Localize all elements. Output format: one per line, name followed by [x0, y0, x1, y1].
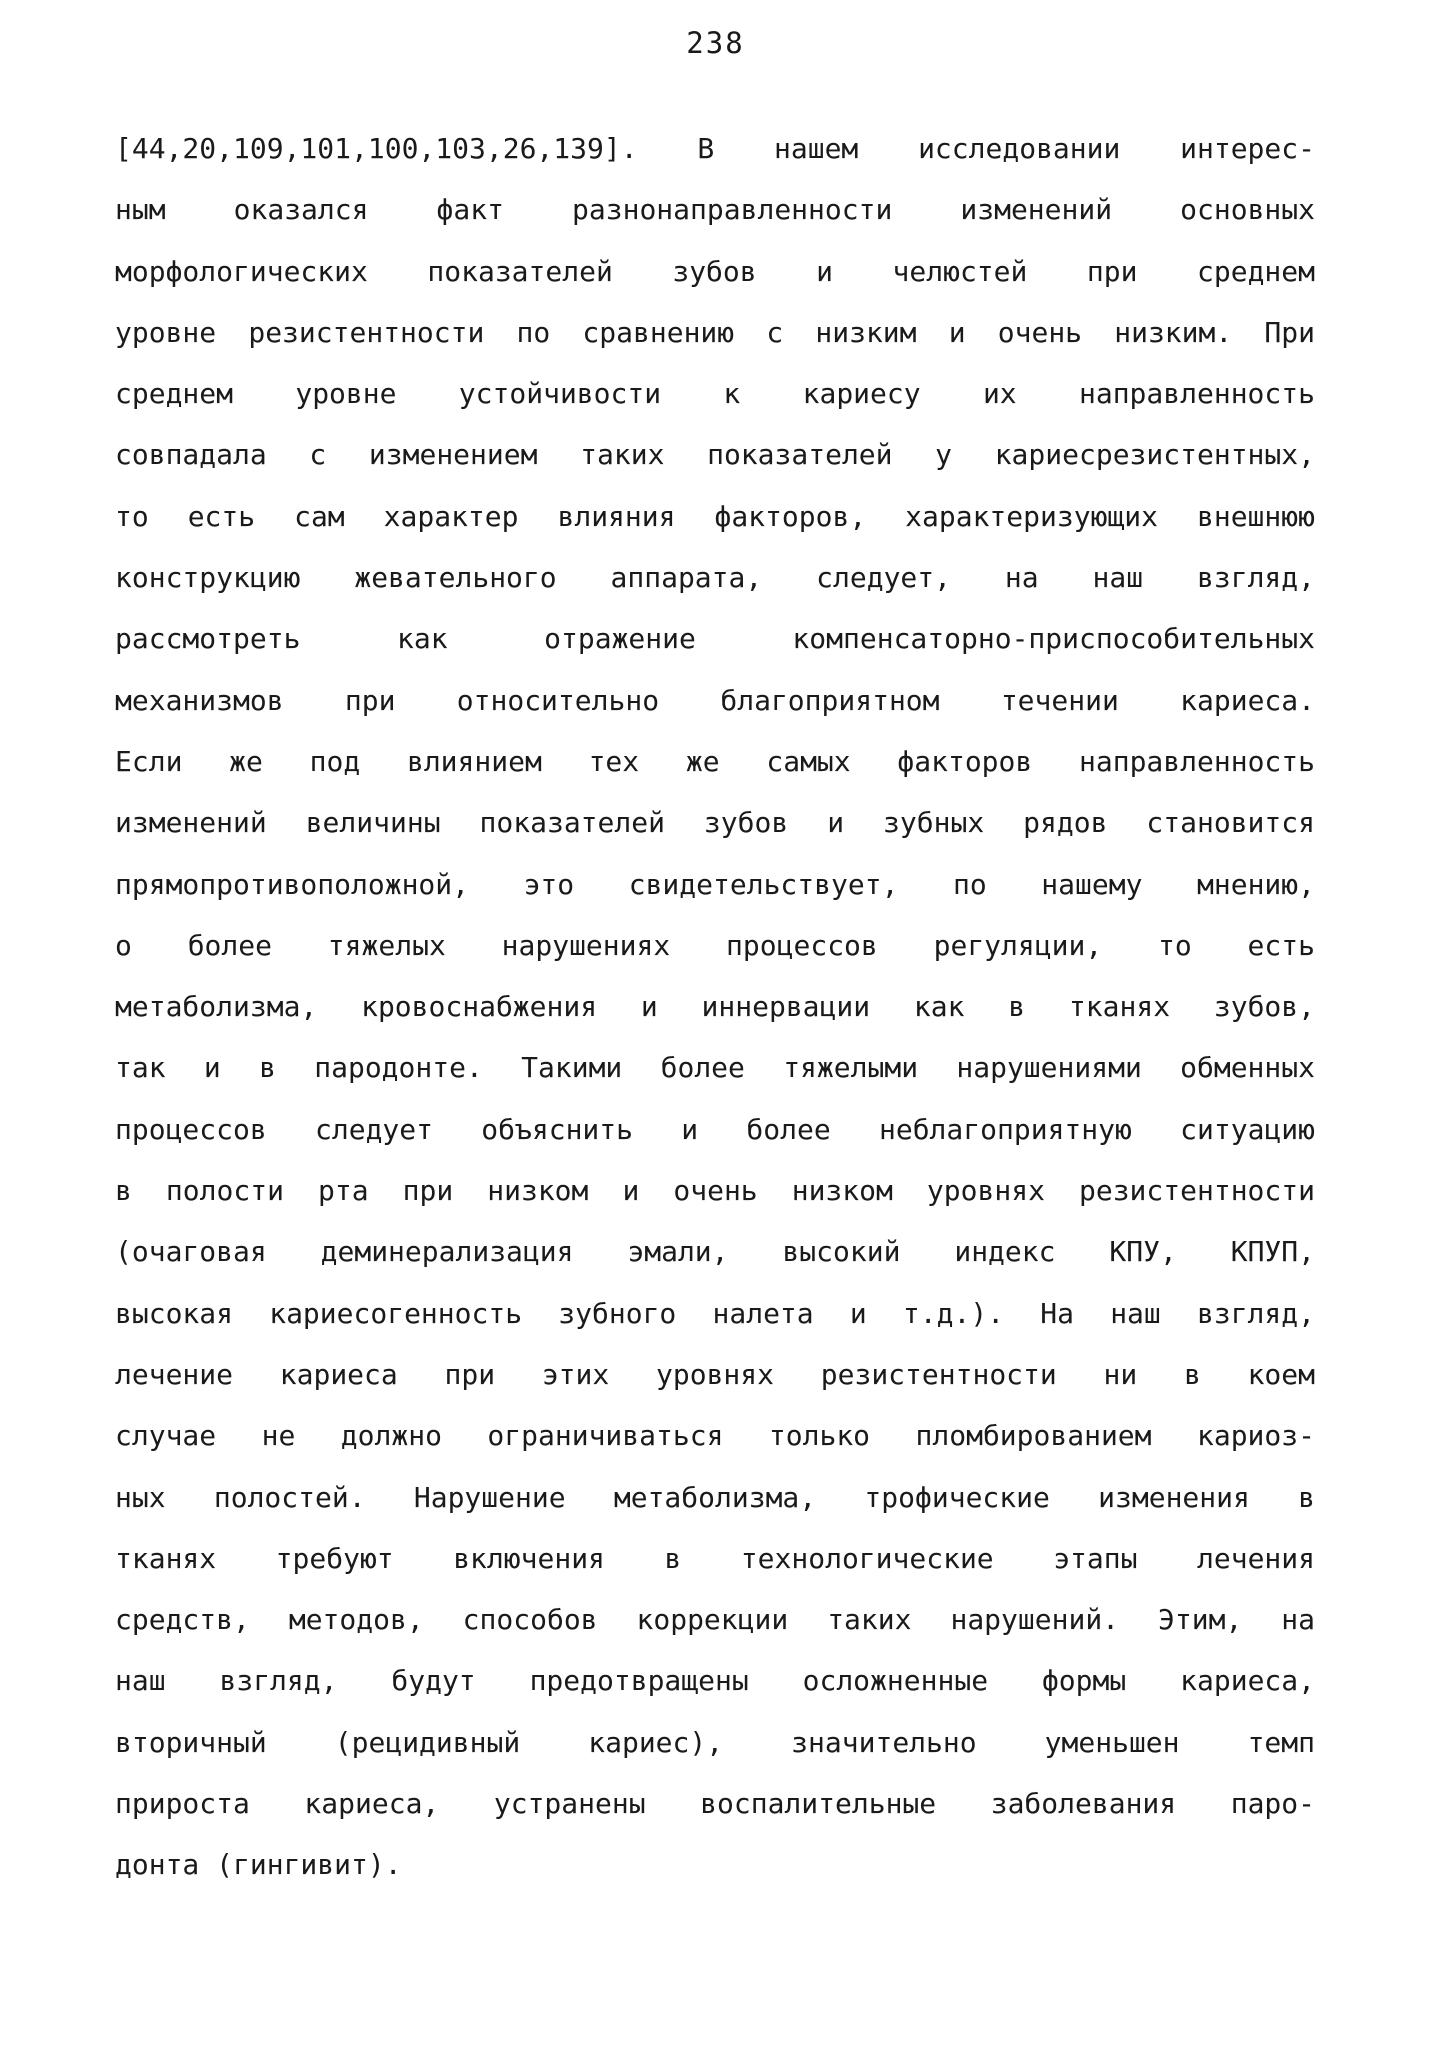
text-line: морфологических показателей зубов и челюстей при среднем — [115, 254, 1315, 288]
text-line: случае не должно ограничиваться только пломбированием кариоз- — [115, 1419, 1315, 1453]
text-line: метаболизма, кровоснабжения и иннервации как в тканях зубов, — [115, 990, 1315, 1024]
text-line: о более тяжелых нарушениях процессов регуляции, то есть — [115, 928, 1315, 962]
text-line: средств, методов, способов коррекции таких нарушений. Этим, на — [115, 1603, 1315, 1637]
text-line: высокая кариесогенность зубного налета и т.д.). На наш взгляд, — [115, 1296, 1315, 1330]
text-line: вторичный (рецидивный кариес), значительно уменьшен темп — [115, 1725, 1315, 1759]
body-text — [115, 118, 1315, 1896]
text-line: прироста кариеса, устранены воспалительные заболевания паро- — [115, 1787, 1315, 1821]
text-line: ным оказался факт разнонаправленности изменений основных — [115, 193, 1315, 227]
text-line: механизмов при относительно благоприятном течении кариеса. — [115, 683, 1315, 717]
text-line: [44,20,109,101,100,103,26,139]. В нашем исследовании интерес- — [115, 132, 1315, 165]
text-line: в полости рта при низком и очень низком уровнях резистентности — [115, 1174, 1315, 1208]
text-line: изменений величины показателей зубов и зубных рядов становится — [115, 806, 1315, 840]
text-line: прямопротивоположной, это свидетельствует, по нашему мнению, — [115, 867, 1315, 901]
text-line: ных полостей. Нарушение метаболизма, трофические изменения в — [115, 1480, 1315, 1514]
text-line: (очаговая деминерализация эмали, высокий индекс КПУ, КПУП, — [115, 1235, 1315, 1269]
text-line: совпадала с изменением таких показателей у кариесрезистентных, — [115, 438, 1315, 472]
text-line: лечение кариеса при этих уровнях резистентности ни в коем — [115, 1357, 1315, 1391]
text-line: конструкцию жевательного аппарата, следует, на наш взгляд, — [115, 561, 1315, 595]
text-line: уровне резистентности по сравнению с низким и очень низким. При — [115, 315, 1315, 349]
text-line: наш взгляд, будут предотвращены осложненные формы кариеса, — [115, 1664, 1315, 1698]
text-line: среднем уровне устойчивости к кариесу их направленность — [115, 377, 1315, 411]
text-line: то есть сам характер влияния факторов, характеризующих внешнюю — [115, 499, 1315, 533]
text-line-last: донта (гингивит). — [115, 1848, 402, 1882]
text-line: тканях требуют включения в технологические этапы лечения — [115, 1541, 1315, 1575]
text-line: процессов следует объяснить и более неблагоприятную ситуацию — [115, 1112, 1315, 1146]
page-number: 238 — [686, 26, 745, 60]
text-line: рассмотреть как отражение компенсаторно-приспособительных — [115, 622, 1315, 656]
text-line: Если же под влиянием тех же самых факторов направленность — [115, 744, 1315, 778]
text-line: так и в пародонте. Такими более тяжелыми нарушениями обменных — [115, 1051, 1315, 1085]
